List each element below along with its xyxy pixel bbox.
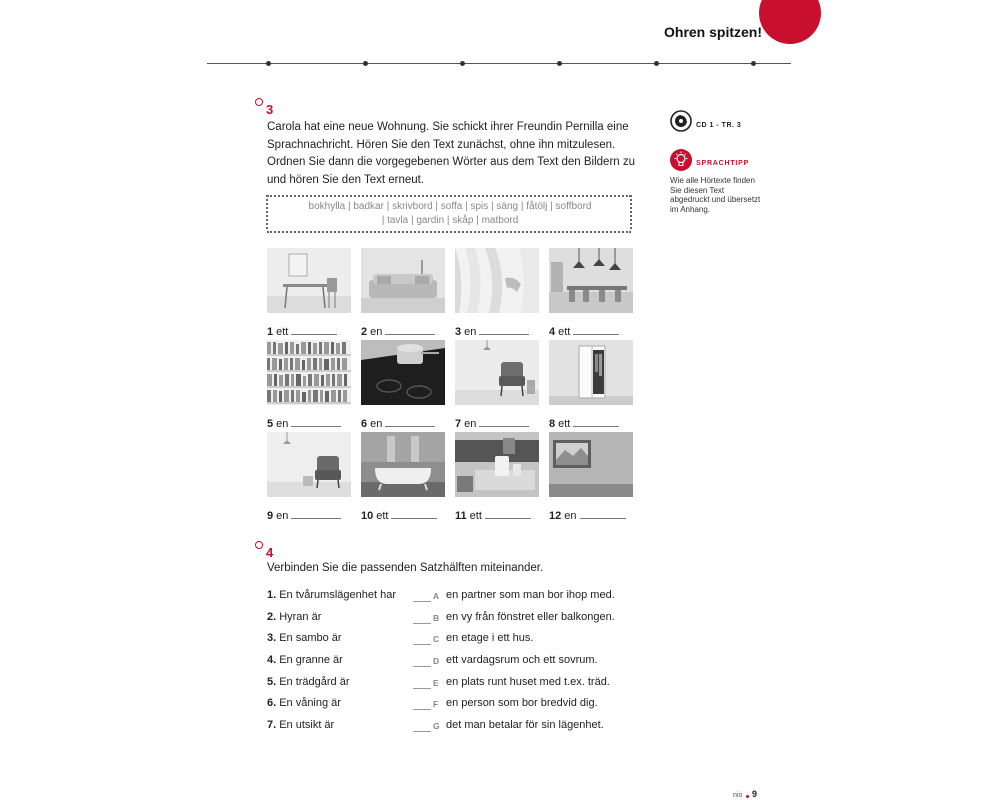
match-blank[interactable]	[413, 701, 431, 710]
corner-accent-circle	[759, 0, 821, 44]
item-article: en	[464, 418, 477, 430]
answer-blank[interactable]	[479, 416, 529, 427]
match-letter: B	[433, 613, 440, 623]
lightbulb-icon	[670, 149, 692, 171]
item-number: 8	[549, 418, 556, 430]
match-right-text: en etage i ett hus.	[446, 632, 534, 644]
item-number: 1	[267, 326, 274, 338]
exercise-marker-icon	[255, 98, 263, 106]
answer-item	[549, 416, 639, 430]
curtain-photo	[455, 248, 539, 313]
word-bank-left-border	[266, 195, 268, 229]
rule-dot	[363, 61, 368, 66]
answer-item	[361, 416, 451, 430]
word-bank-line-1: bokhylla | badkar | skrivbord | soffa | spis | säng | fåtölj | soffbord	[308, 201, 592, 212]
match-number: 6.	[267, 697, 277, 709]
answer-item	[361, 324, 451, 338]
match-number: 1.	[267, 589, 277, 601]
answer-blank[interactable]	[291, 508, 341, 519]
match-left-text: Hyran är	[279, 611, 322, 623]
answer-item	[549, 324, 639, 338]
item-article: ett	[558, 326, 571, 338]
armchair-photo	[455, 340, 539, 405]
answer-blank[interactable]	[291, 324, 337, 335]
answer-item	[361, 508, 451, 522]
match-left-text: En våning är	[279, 697, 341, 709]
header-rule	[207, 63, 791, 64]
match-blank[interactable]	[413, 723, 431, 732]
tip-label: SPRACHTIPP	[696, 160, 750, 167]
bathtub-photo	[361, 432, 445, 497]
match-right-text: en vy från fönstret eller balkongen.	[446, 611, 615, 623]
exercise-4-number: 4	[266, 545, 274, 560]
item-article: ett	[376, 510, 389, 522]
footer-dot	[746, 795, 749, 798]
match-left-item	[267, 697, 341, 709]
exercise-3-number: 3	[266, 102, 274, 117]
match-letter: D	[433, 656, 440, 666]
match-left-text: En tvårumslägenhet har	[279, 589, 396, 601]
bed-photo	[267, 432, 351, 497]
rule-dot	[654, 61, 659, 66]
match-blank[interactable]	[413, 658, 431, 667]
answer-blank[interactable]	[479, 324, 529, 335]
answer-item	[455, 508, 545, 522]
answer-blank[interactable]	[485, 508, 531, 519]
cd-icon	[670, 110, 692, 137]
item-article: ett	[558, 418, 571, 430]
match-left-text: En sambo är	[279, 632, 342, 644]
answer-blank[interactable]	[291, 416, 341, 427]
rule-dot	[751, 61, 756, 66]
match-left-item	[267, 589, 396, 601]
wardrobe-photo	[549, 340, 633, 405]
match-left-item	[267, 719, 334, 731]
word-bank-right-border	[630, 195, 632, 229]
match-right-text: det man betalar för sin lägenhet.	[446, 719, 604, 731]
match-letter: A	[433, 591, 440, 601]
match-left-text: En granne är	[279, 654, 343, 666]
rule-dot	[460, 61, 465, 66]
answer-blank[interactable]	[573, 416, 619, 427]
desk-photo	[267, 248, 351, 313]
match-right-text: ett vardagsrum och ett sovrum.	[446, 654, 598, 666]
cd-track-label: CD 1 - TR. 3	[696, 122, 742, 129]
page-number-word: nio	[733, 792, 743, 799]
rule-dot	[266, 61, 271, 66]
match-right-text: en plats runt huset med t.ex. träd.	[446, 676, 610, 688]
exercise-3-instruction: Carola hat eine neue Wohnung. Sie schickt ihrer Freundin Pernilla eine Sprachnachricht. Hören Sie den Text zunächst, ohne ihn mitzulesen. Ordnen Sie dann die vorgegebenen Wörter aus dem Text den Bildern zu und hören Sie den Text erneut.	[267, 121, 636, 186]
answer-item	[455, 324, 545, 338]
item-number: 3	[455, 326, 462, 338]
match-left-item	[267, 654, 343, 666]
stove-photo	[361, 340, 445, 405]
item-number: 7	[455, 418, 462, 430]
item-article: ett	[469, 510, 482, 522]
match-letter: G	[433, 721, 440, 731]
word-bank-line-2: | tavla | gardin | skåp | matbord	[381, 215, 519, 226]
answer-blank[interactable]	[573, 324, 619, 335]
tip-text: Wie alle Hörtexte finden Sie diesen Text abgedruckt und übersetzt im Anhang.	[670, 176, 761, 214]
answer-item	[267, 508, 357, 522]
answer-item	[549, 508, 639, 522]
coffee-table-photo	[455, 432, 539, 497]
match-left-item	[267, 632, 342, 644]
match-blank[interactable]	[413, 593, 431, 602]
item-article: en	[370, 326, 383, 338]
item-number: 9	[267, 510, 274, 522]
match-blank[interactable]	[413, 680, 431, 689]
answer-item	[455, 416, 545, 430]
item-number: 12	[549, 510, 562, 522]
item-article: en	[370, 418, 383, 430]
item-number: 11	[455, 510, 467, 522]
item-article: ett	[276, 326, 289, 338]
exercise-marker-icon	[255, 541, 263, 549]
item-number: 2	[361, 326, 368, 338]
match-left-text: En utsikt är	[279, 719, 335, 731]
match-blank[interactable]	[413, 636, 431, 645]
match-letter: F	[433, 699, 439, 709]
item-article: en	[276, 418, 289, 430]
item-number: 4	[549, 326, 556, 338]
match-letter: C	[433, 634, 440, 644]
dining-table-photo	[549, 248, 633, 313]
match-number: 4.	[267, 654, 277, 666]
match-left-text: En trädgård är	[279, 676, 350, 688]
match-blank[interactable]	[413, 615, 431, 624]
match-left-item	[267, 676, 350, 688]
rule-dot	[557, 61, 562, 66]
answer-blank[interactable]	[391, 508, 437, 519]
page-header-title: Ohren spitzen!	[664, 24, 763, 40]
answer-blank[interactable]	[385, 416, 435, 427]
match-number: 3.	[267, 632, 277, 644]
match-number: 5.	[267, 676, 277, 688]
answer-item	[267, 324, 357, 338]
bookshelf-photo	[267, 340, 351, 405]
sofa-photo	[361, 248, 445, 313]
item-article: en	[276, 510, 289, 522]
exercise-4-instruction: Verbinden Sie die passenden Satzhälften miteinander.	[267, 562, 544, 574]
item-article: en	[464, 326, 477, 338]
word-bank-text	[270, 200, 630, 228]
match-right-text: en person som bor bredvid dig.	[446, 697, 598, 709]
item-number: 5	[267, 418, 274, 430]
item-number: 6	[361, 418, 368, 430]
match-right-text: en partner som man bor ihop med.	[446, 589, 615, 601]
answer-item	[267, 416, 357, 430]
painting-photo	[549, 432, 633, 497]
item-number: 10	[361, 510, 374, 522]
match-letter: E	[433, 678, 439, 688]
match-number: 7.	[267, 719, 277, 731]
item-article: en	[564, 510, 577, 522]
answer-blank[interactable]	[385, 324, 435, 335]
match-left-item	[267, 611, 321, 623]
page-number: 9	[752, 789, 758, 799]
answer-blank[interactable]	[580, 508, 626, 519]
match-number: 2.	[267, 611, 277, 623]
